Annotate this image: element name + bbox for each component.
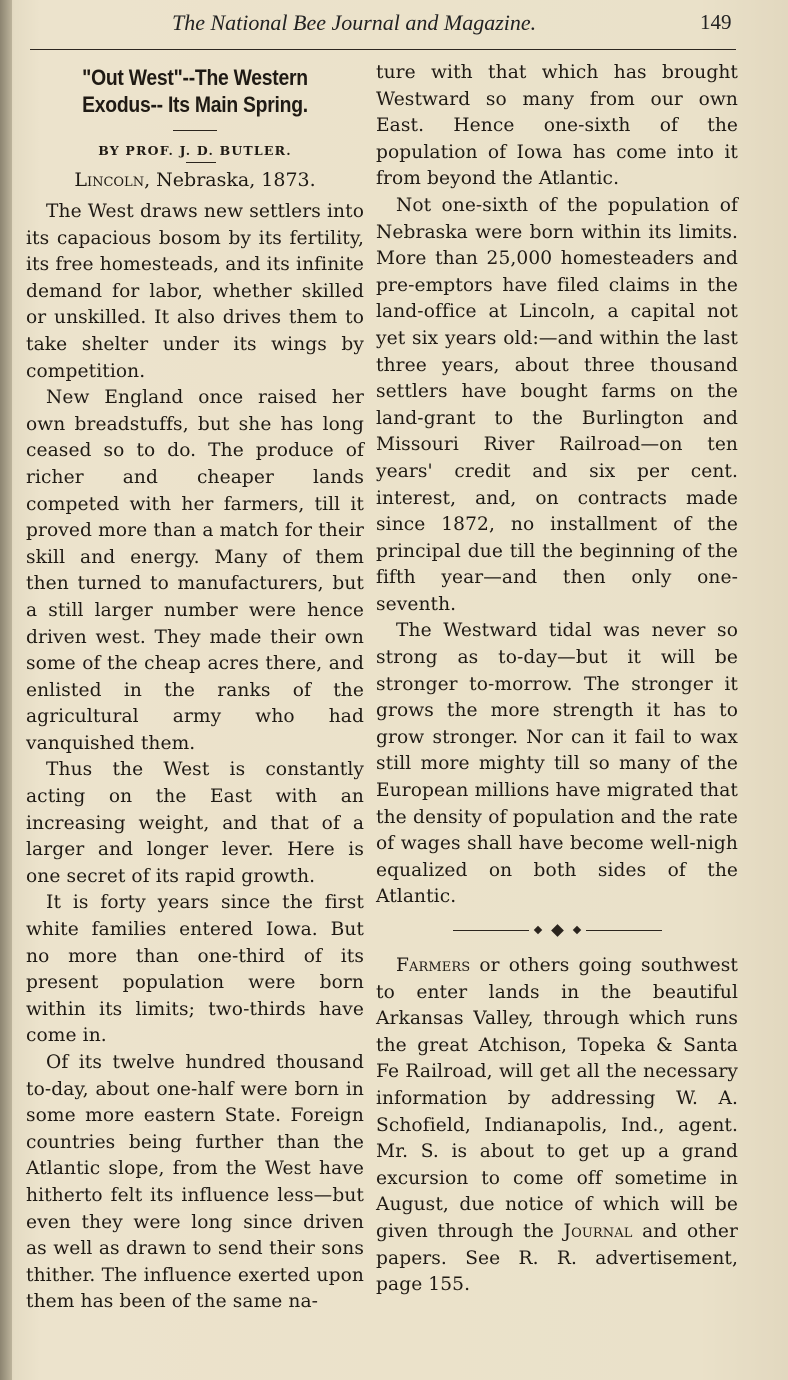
notice-tail: and other papers. See R. R. advertisement, page 155. [376,1220,738,1296]
article-byline: BY PROF. J. D. BUTLER. [98,143,292,158]
article-paragraph: Of its twelve hundred thousand to-day, about one-half were born in some more eastern State. Foreign countries being further than the Atlantic slope, from the West have hitherto felt its influence less—but even they were long since driven as well as drawn to send their sons thither. The influence exerted upon them has been of the same na- [26,1052,364,1313]
notice-journal: Journal [563,1220,633,1242]
right-column [376,60,738,1299]
section-ornament [376,921,738,939]
header-rule [30,49,736,50]
article-headline: "Out West"--The Western Exodus-- Its Main Spring. [82,65,308,117]
article-paragraph: Thus the West is constantly acting on the East with an increasing weight, and that of a larger and longer lever. Here is one secret of its rapid growth. [26,759,364,887]
article-paragraph: New England once raised her own breadstuffs, but she has long ceased so to do. The produce of richer and cheaper lands competed with her farmers, till it proved more than a match for their skill and energy. Many of them then turned to manufacturers, but a still larger number were hence driven west. They made their own some of the cheap acres there, and enlisted in the ranks of the agricultural army who had vanquished them. [26,387,364,754]
article-dateline [26,167,364,193]
article-paragraph: ture with that which has brought Westward so many from our own East. Hence one-sixth of the population of Iowa has come into it from beyond the Atlantic. [376,62,738,190]
article-paragraph: It is forty years since the first white families entered Iowa. But no more than one-third of its present population were born within its limits; two-thirds have come in. [26,892,364,1047]
page-number: 149 [700,10,732,34]
journal-title: The National Bee Journal and Magazine. [172,10,537,35]
binding-gutter [0,0,12,1380]
dateline-place: Lincoln [74,169,145,191]
article-paragraph: The West draws new settlers into its capacious bosom by its fertility, its free homesteads, and its infinite demand for labor, whether skilled or unskilled. It also drives them to take shelter under its wings by competition. [26,201,364,382]
running-header [0,6,788,36]
dateline-rest: , Nebraska, 1873. [144,169,316,191]
byline-rule [186,162,216,163]
article-paragraph: The Westward tidal was never so strong as to-day—but it will be stronger to-morrow. The stronger it grows the more strength it has to grow stronger. Nor can it fail to wax still more mighty till so many of the European millions have migrated that the density of population and the rate of wages shall have become well-nigh equalized on both sides of the Atlantic. [376,620,738,908]
article-paragraph: Not one-sixth of the population of Nebraska were born within its limits. More than 25,000 homesteaders and pre-emptors have filed claims in the land-office at Lincoln, a capital not yet six years old:—and within the last three years, about three thousand settlers have bought farms on the land-grant to the Burlington and Missouri River Railroad—on ten years' credit and six per cent. interest, and, on contracts made since 1872, no installment of the principal due till the beginning of the fifth year—and then only one-seventh. [376,194,738,615]
notice-paragraph [376,953,738,1299]
notice-body: or others going southwest to enter lands in the beautiful Arkansas Valley, through which runs the great Atchison, Topeka & Santa Fe Railroad, will get all the necessary information by addressing W. A. Schofield, Indianapolis, Ind., agent. Mr. S. is about to get up a grand excursion to come off sometime in August, due notice of which will be given through the [376,955,738,1242]
notice-lead: Farmers [396,955,471,976]
left-column [26,60,364,1316]
headline-rule [173,130,217,131]
